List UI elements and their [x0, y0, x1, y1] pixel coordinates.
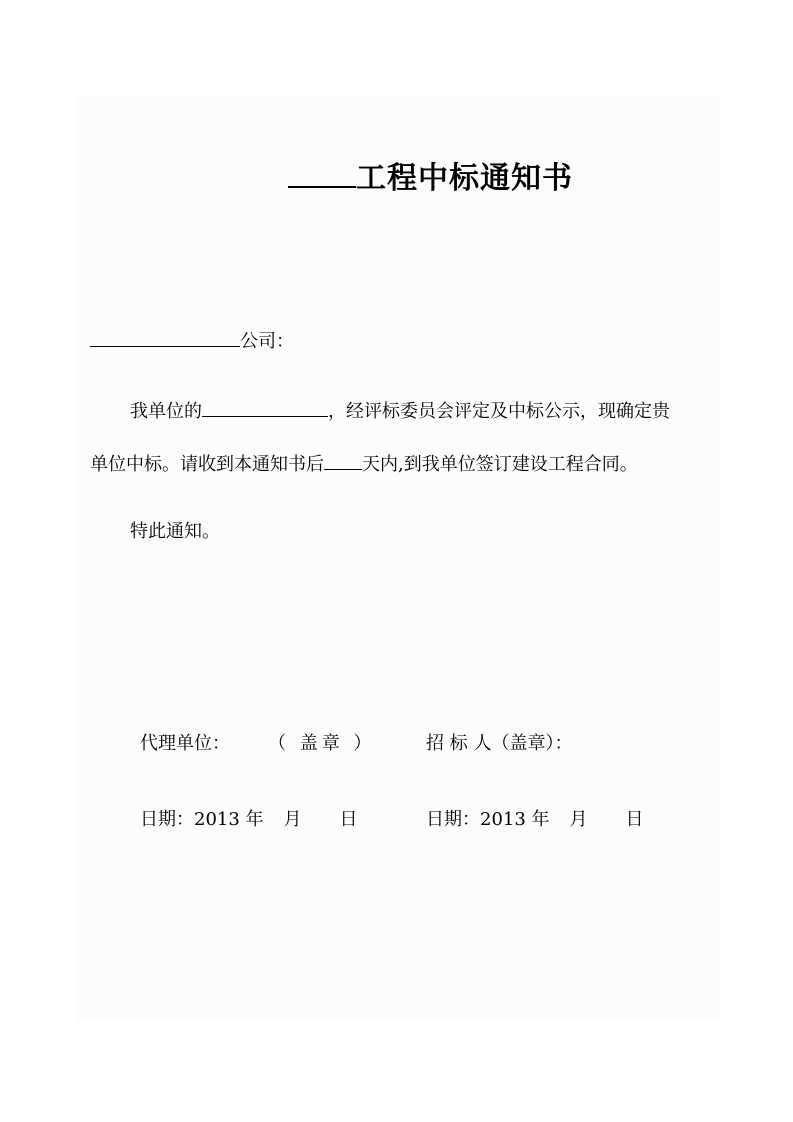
para1-prefix: 我单位的 — [130, 401, 202, 422]
para2-suffix: 天内,到我单位签订建设工程合同。 — [362, 454, 638, 475]
date-day: 日 — [339, 809, 358, 830]
closing-line: 特此通知。 — [130, 521, 220, 542]
date-day: 日 — [625, 809, 644, 830]
body-paragraph-line-2 — [90, 451, 638, 477]
document-title — [288, 158, 573, 199]
date-month: 月 — [569, 809, 588, 830]
para1-suffix: ，经评标委员会评定及中标公示，现确定贵 — [328, 401, 670, 422]
salutation-line — [90, 328, 294, 354]
date-year: 2013 年 — [194, 809, 264, 830]
company-name-blank — [90, 328, 240, 347]
date-label: 日期： — [140, 809, 194, 830]
date-label: 日期： — [426, 809, 480, 830]
date-month: 月 — [283, 809, 302, 830]
days-blank — [324, 451, 362, 470]
agent-date — [140, 808, 358, 832]
date-year: 2013 年 — [480, 809, 550, 830]
content-background — [75, 96, 720, 1022]
agent-label: 代理单位： — [140, 733, 230, 754]
tenderer-date — [426, 808, 644, 832]
agent-stamp: （ 盖章 ） — [268, 733, 376, 754]
title-text: 工程中标通知书 — [356, 161, 573, 196]
para2-prefix: 单位中标。请收到本通知书后 — [90, 454, 324, 475]
salutation-suffix: 公司： — [240, 331, 294, 352]
project-name-blank — [288, 158, 356, 188]
body-paragraph-line-1 — [130, 398, 670, 424]
project-blank — [202, 398, 328, 417]
tenderer-label: 招 标 人（盖章）： — [426, 733, 573, 754]
